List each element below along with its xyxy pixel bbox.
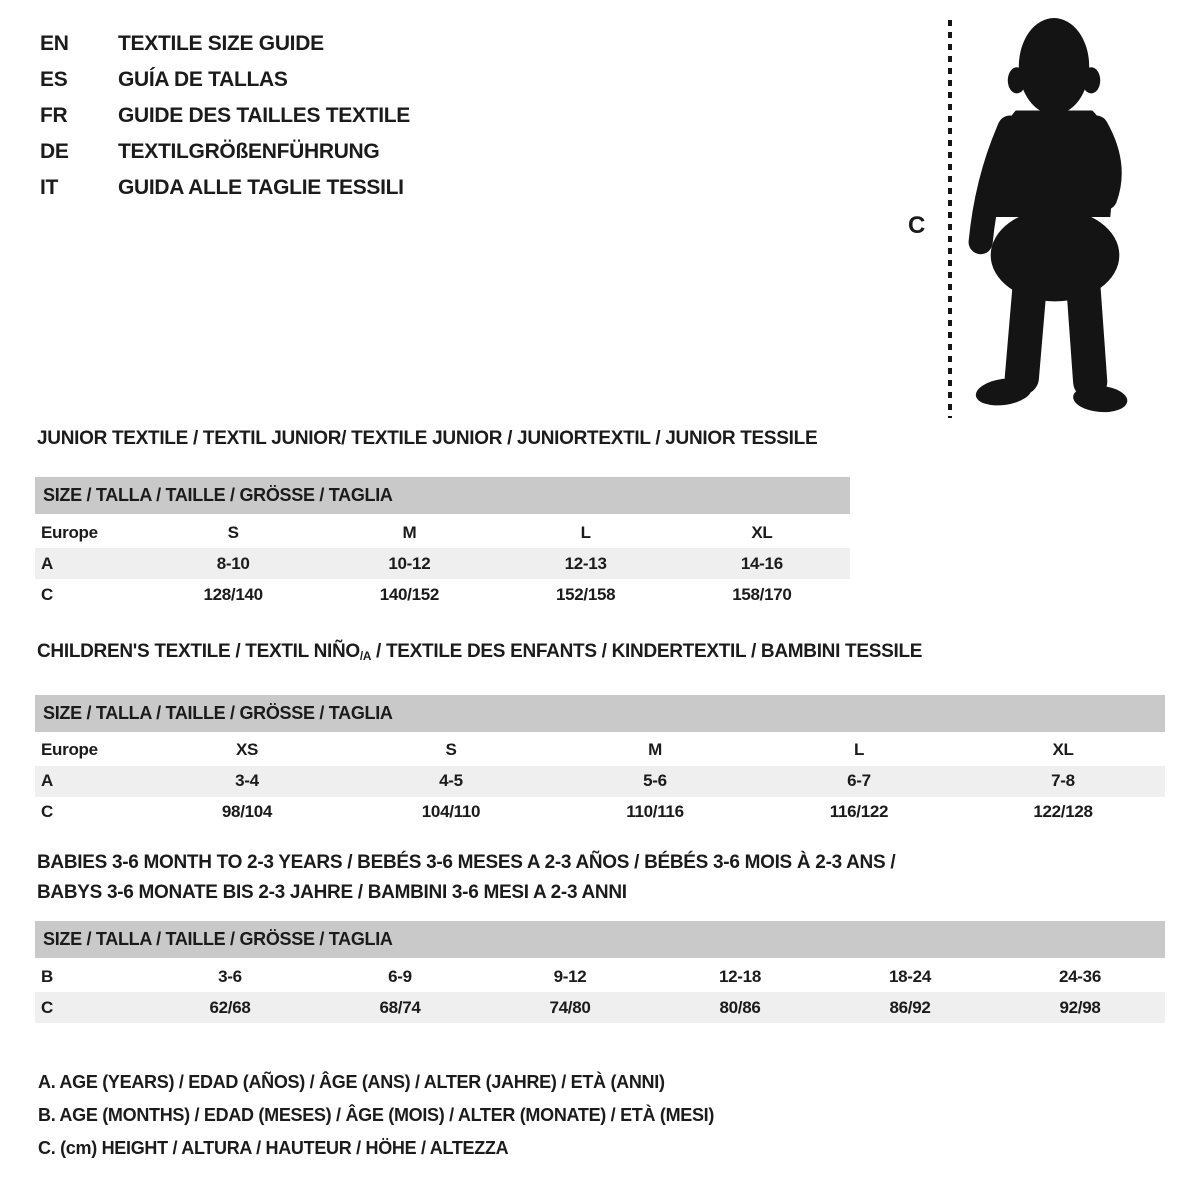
- height-cell: 128/140: [203, 584, 263, 604]
- age-cell: 24-36: [1059, 966, 1101, 986]
- guide-title-it: GUIDA ALLE TAGLIE TESSILI: [118, 176, 404, 199]
- language-code: EN: [40, 32, 69, 55]
- height-cell: 86/92: [889, 997, 931, 1017]
- language-row: [40, 170, 410, 206]
- language-row: [40, 134, 410, 170]
- language-code: DE: [40, 140, 69, 163]
- children-section: [35, 641, 1165, 828]
- legend-age-months: B. AGE (MONTHS) / EDAD (MESES) / ÂGE (MOIS) / ALTER (MONATE) / ETÀ (MESI): [38, 1105, 715, 1125]
- age-cell: 7-8: [1051, 771, 1075, 791]
- junior-table: [35, 477, 850, 610]
- language-code: ES: [40, 68, 68, 91]
- babies-table: [35, 921, 1165, 1023]
- row-label: C: [41, 997, 53, 1017]
- size-cell: L: [580, 522, 591, 542]
- row-label: Europe: [41, 740, 98, 760]
- size-cell: S: [227, 522, 239, 542]
- age-cell: 3-6: [218, 966, 242, 986]
- row-label: C: [41, 802, 53, 822]
- height-cell: 152/158: [555, 584, 616, 604]
- babies-table-title: [37, 848, 1165, 908]
- babies-title-line2: BABYS 3-6 MONATE BIS 2-3 JAHRE / BAMBINI 3-6 MESI A 2-3 ANNI: [37, 882, 627, 903]
- height-figure: [900, 10, 1180, 425]
- size-cell: L: [853, 740, 865, 760]
- language-row: [40, 98, 410, 134]
- table-row: [35, 735, 1165, 766]
- height-dashed-line: [948, 20, 952, 418]
- size-header-bar: [35, 921, 1165, 958]
- row-label: A: [41, 553, 53, 573]
- children-table-title: [37, 641, 1165, 668]
- table-row: [35, 766, 1165, 797]
- height-cell: 68/74: [379, 997, 421, 1017]
- language-row: [40, 26, 410, 62]
- age-cell: 12-18: [719, 966, 761, 986]
- guide-title-es: GUÍA DE TALLAS: [118, 68, 288, 91]
- table-row: [35, 961, 1165, 992]
- table-row: [35, 548, 850, 579]
- table-row: [35, 517, 850, 548]
- age-cell: 12-13: [564, 553, 607, 573]
- size-cell: S: [445, 740, 457, 760]
- junior-table-title: JUNIOR TEXTILE / TEXTIL JUNIOR/ TEXTILE JUNIOR / JUNIORTEXTIL / JUNIOR TESSILE: [37, 428, 818, 449]
- size-header-label: SIZE / TALLA / TAILLE / GRÖSSE / TAGLIA: [43, 485, 393, 505]
- size-header-label: SIZE / TALLA / TAILLE / GRÖSSE / TAGLIA: [43, 929, 393, 949]
- language-code: IT: [40, 176, 59, 199]
- age-cell: 6-7: [847, 771, 871, 791]
- guide-title-de: TEXTILGRÖßENFÜHRUNG: [118, 140, 380, 163]
- height-cell: 80/86: [719, 997, 761, 1017]
- height-cell: 104/110: [421, 802, 481, 822]
- children-title-sub: /A: [359, 649, 372, 663]
- height-cell: 158/170: [732, 584, 792, 604]
- language-row: [40, 62, 410, 98]
- guide-title-en: TEXTILE SIZE GUIDE: [118, 32, 324, 55]
- height-cell: 110/116: [626, 802, 684, 822]
- children-title-post: / TEXTILE DES ENFANTS / KINDERTEXTIL / BAMBINI TESSILE: [371, 641, 923, 662]
- size-cell: XL: [1052, 740, 1074, 760]
- guide-title-fr: GUIDE DES TAILLES TEXTILE: [118, 104, 410, 127]
- size-cell: M: [648, 740, 662, 760]
- children-title-pre: CHILDREN'S TEXTILE / TEXTIL NIÑO: [37, 641, 360, 662]
- age-cell: 3-4: [235, 771, 259, 791]
- size-header-label: SIZE / TALLA / TAILLE / GRÖSSE / TAGLIA: [43, 702, 393, 723]
- table-row: [35, 992, 1165, 1023]
- age-cell: 18-24: [889, 966, 931, 986]
- height-cell: 122/128: [1033, 802, 1093, 822]
- size-cell: M: [402, 522, 417, 542]
- size-cell: XS: [235, 740, 259, 760]
- language-code: FR: [40, 104, 68, 127]
- babies-section: [35, 848, 1165, 1023]
- row-label: Europe: [41, 522, 98, 542]
- height-cell: 116/122: [829, 802, 889, 822]
- measurement-legend: [38, 1066, 714, 1165]
- row-label: A: [41, 771, 53, 791]
- toddler-silhouette-icon: [966, 14, 1140, 416]
- age-cell: 9-12: [553, 966, 587, 986]
- junior-section: [35, 428, 850, 610]
- age-cell: 6-9: [388, 966, 412, 986]
- age-cell: 4-5: [439, 771, 463, 791]
- size-cell: XL: [751, 522, 773, 542]
- table-row: [35, 579, 850, 610]
- age-cell: 8-10: [216, 553, 250, 573]
- row-label: C: [41, 584, 53, 604]
- height-cell: 62/68: [209, 997, 251, 1017]
- legend-age-years: A. AGE (YEARS) / EDAD (AÑOS) / ÂGE (ANS) / ALTER (JAHRE) / ETÀ (ANNI): [38, 1072, 665, 1092]
- height-cell: 140/152: [379, 584, 440, 604]
- children-table: [35, 695, 1165, 828]
- language-title-list: [40, 26, 410, 206]
- table-row: [35, 797, 1165, 828]
- row-label: B: [41, 966, 53, 986]
- height-measure-label: C: [908, 212, 926, 239]
- age-cell: 5-6: [643, 771, 667, 791]
- age-cell: 10-12: [388, 553, 431, 573]
- age-cell: 14-16: [740, 553, 783, 573]
- size-header-bar: [35, 695, 1165, 732]
- size-header-bar: [35, 477, 850, 514]
- height-cell: 98/104: [221, 802, 273, 822]
- height-cell: 74/80: [549, 997, 591, 1017]
- legend-height-cm: C. (cm) HEIGHT / ALTURA / HAUTEUR / HÖHE / ALTEZZA: [38, 1138, 509, 1158]
- height-cell: 92/98: [1059, 997, 1101, 1017]
- babies-title-line1: BABIES 3-6 MONTH TO 2-3 YEARS / BEBÉS 3-6 MESES A 2-3 AÑOS / BÉBÉS 3-6 MOIS À 2-3 ANS /: [37, 852, 896, 873]
